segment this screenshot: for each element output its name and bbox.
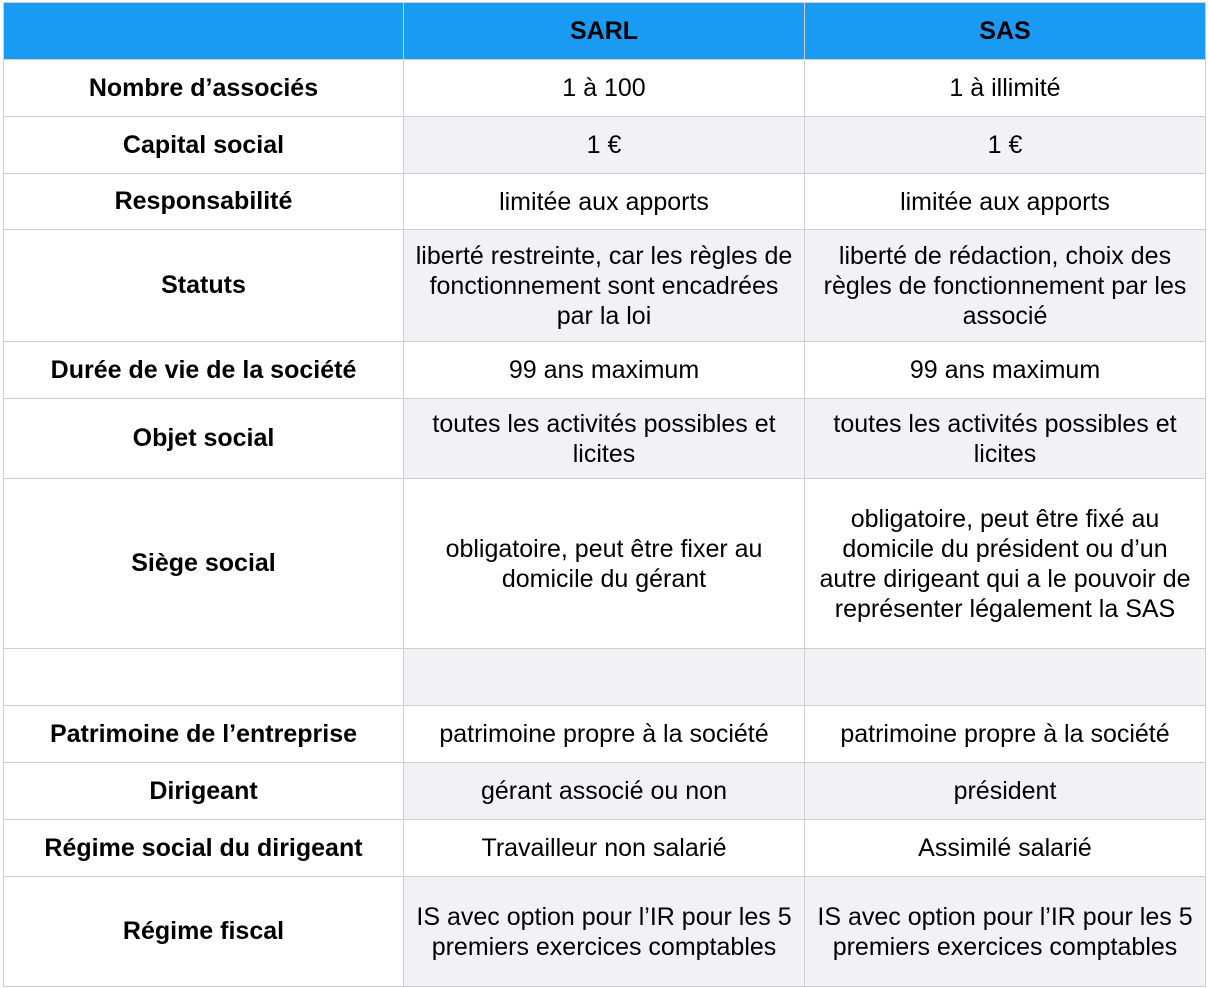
table-row xyxy=(4,877,1206,987)
cell-sas: toutes les activités possibles et licites xyxy=(805,399,1206,479)
row-label: Régime social du dirigeant xyxy=(4,820,404,877)
comparison-table xyxy=(3,2,1206,987)
table-row xyxy=(4,399,1206,479)
table-row xyxy=(4,60,1206,117)
row-label xyxy=(4,649,404,706)
table-row xyxy=(4,174,1206,230)
cell-sarl: IS avec option pour l’IR pour les 5 premiers exercices comptables xyxy=(404,877,805,987)
table-row xyxy=(4,230,1206,342)
table-row xyxy=(4,649,1206,706)
cell-sas: obligatoire, peut être fixé au domicile du président ou d’un autre dirigeant qui a le pouvoir de représenter légalement la SAS xyxy=(805,479,1206,649)
cell-sas: limitée aux apports xyxy=(805,174,1206,230)
cell-sarl: limitée aux apports xyxy=(404,174,805,230)
cell-sarl: patrimoine propre à la société xyxy=(404,706,805,763)
row-label: Nombre d’associés xyxy=(4,60,404,117)
cell-sas xyxy=(805,649,1206,706)
row-label: Objet social xyxy=(4,399,404,479)
cell-sarl: 99 ans maximum xyxy=(404,342,805,399)
cell-sarl: obligatoire, peut être fixer au domicile du gérant xyxy=(404,479,805,649)
cell-sarl: 1 à 100 xyxy=(404,60,805,117)
row-label: Patrimoine de l’entreprise xyxy=(4,706,404,763)
table-row xyxy=(4,342,1206,399)
row-label: Dirigeant xyxy=(4,763,404,820)
cell-sarl: 1 € xyxy=(404,117,805,174)
header-corner xyxy=(4,3,404,60)
cell-sarl: liberté restreinte, car les règles de fonctionnement sont encadrées par la loi xyxy=(404,230,805,342)
table-row xyxy=(4,117,1206,174)
row-label: Statuts xyxy=(4,230,404,342)
cell-sas: IS avec option pour l’IR pour les 5 premiers exercices comptables xyxy=(805,877,1206,987)
table-row xyxy=(4,706,1206,763)
cell-sas: 1 € xyxy=(805,117,1206,174)
table-row xyxy=(4,479,1206,649)
row-label: Durée de vie de la société xyxy=(4,342,404,399)
cell-sas: 1 à illimité xyxy=(805,60,1206,117)
cell-sas: liberté de rédaction, choix des règles de fonctionnement par les associé xyxy=(805,230,1206,342)
row-label: Capital social xyxy=(4,117,404,174)
header-row xyxy=(4,3,1206,60)
table-row xyxy=(4,763,1206,820)
row-label: Responsabilité xyxy=(4,174,404,230)
cell-sarl: toutes les activités possibles et licites xyxy=(404,399,805,479)
cell-sarl: Travailleur non salarié xyxy=(404,820,805,877)
table-row xyxy=(4,820,1206,877)
cell-sarl: gérant associé ou non xyxy=(404,763,805,820)
row-label: Régime fiscal xyxy=(4,877,404,987)
cell-sas: 99 ans maximum xyxy=(805,342,1206,399)
cell-sas: patrimoine propre à la société xyxy=(805,706,1206,763)
row-label: Siège social xyxy=(4,479,404,649)
cell-sarl xyxy=(404,649,805,706)
cell-sas: président xyxy=(805,763,1206,820)
cell-sas: Assimilé salarié xyxy=(805,820,1206,877)
header-sarl: SARL xyxy=(404,3,805,60)
header-sas: SAS xyxy=(805,3,1206,60)
